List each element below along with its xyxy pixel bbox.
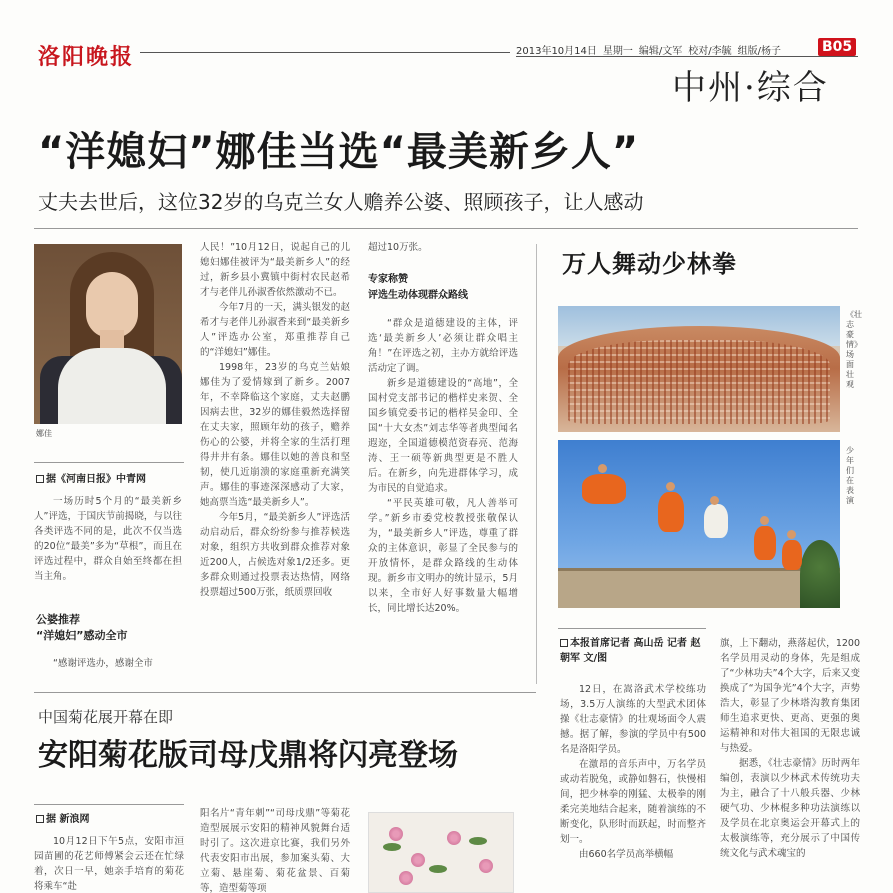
kungfu-col1-text: 12日，在嵩洛武术学校练功场，3.5万人演练的大型武术团体操《壮志豪情》的壮观场面令人震撼。据了解，参演的学员中有500名是洛阳学员。 在激昂的音乐声中，万名学员或动若脱兔，或静如磐石，快慢相间，把少林拳的刚猛、太极拳的刚柔完美地结合起来，随着演练的不断变化，队形时而跃起，时而整齐划一。 由660名学员高举横幅 bbox=[560, 684, 706, 860]
kungfu-photo2-caption: 少年们在表演 bbox=[846, 446, 854, 505]
source-rule bbox=[34, 462, 184, 463]
lead-col3-subheading-2: 评选生动体现群众路线 bbox=[368, 290, 468, 301]
kungfu-jump-photo bbox=[558, 440, 840, 608]
column-divider bbox=[536, 244, 537, 684]
newspaper-logo: 洛阳晚报 bbox=[38, 44, 135, 70]
issue-weekday: 星期一 bbox=[602, 46, 633, 57]
proofreader-label: 校对/李毓 bbox=[688, 46, 732, 57]
kungfu-title: 万人舞动少林拳 bbox=[562, 250, 737, 278]
masthead-meta bbox=[516, 42, 781, 57]
bottom-headline: 安阳菊花版司母戊鼎将闪亮登场 bbox=[38, 738, 458, 773]
lead-divider bbox=[34, 228, 858, 229]
lead-col1-end: “感谢评选办，感谢全市 bbox=[53, 658, 153, 669]
bottom-col2-text: 阳名片“青年刺”“司母戊鼎”等菊花造型展展示安阳的精神风貌舞台适时引了。这次进京比赛，我们另外代表安阳市出展，参加案头菊、大立菊、悬崖菊、菊花盆景、百菊等，造型菊等项 bbox=[200, 808, 350, 893]
lead-source: 据《河南日报》中青网 bbox=[36, 470, 146, 485]
designer-label: 组版/杨子 bbox=[737, 46, 782, 57]
kungfu-reporter: 本报首席记者 高山岳 记者 赵朝军 文/图 bbox=[560, 638, 701, 664]
page-number-badge: B05 bbox=[818, 38, 856, 56]
section-title: 中州·综合 bbox=[672, 68, 829, 108]
lead-col3-top: 超过10万张。 bbox=[368, 242, 428, 253]
bottom-source-rule bbox=[34, 804, 184, 805]
portrait-caption: 娜佳 bbox=[36, 429, 52, 438]
lead-subheading-1: 公婆推荐 bbox=[36, 613, 80, 626]
kungfu-reporter-rule bbox=[558, 628, 706, 629]
lead-subhead: 丈夫去世后，这位32岁的乌克兰女人赡养公婆、照顾孩子，让人感动 bbox=[38, 190, 644, 214]
editor-label: 编辑/文军 bbox=[638, 46, 683, 57]
masthead-rule-right bbox=[516, 56, 858, 57]
bottom-kicker: 中国菊花展开幕在即 bbox=[38, 708, 174, 726]
kungfu-col2-text: 旗，上下翻动，燕落起伏，1200名学员用灵动的身体，先是组成了“少林功夫”4个大字，后来又变换成了“为国争光”4个大字，声势浩大，彰显了少林塔沟教育集团师生追求更快、更高、更强的奥运精神和对伟大祖国的无限忠诚与热爱。 据悉，《壮志豪情》历时两年编创，表演以少林武术传统功夫为主，融合了十八般兵器、少林硬气功、少林棍多种功法演练以及学员在北京奥运会开幕式上的太极演练等，充分展示了中国传统文化与武术魂宝的 bbox=[720, 638, 860, 859]
chrysanthemum-photo bbox=[368, 812, 514, 893]
lead-col2-text: 人民！”10月12日，说起自己的儿媳妇娜佳被评为“最美新乡人”的经过，新乡县小冀镇中街村农民赵希才与老伴儿孙淑香依然激动不已。 今年7月的一天，满头银发的赵希才与老伴儿孙淑香来到“最美新乡人”评选办公室，郑重推荐自己的“洋媳妇”娜佳。 1998年，23岁的乌克兰姑娘娜佳为了爱情嫁到了新乡。2007年，不幸降临这个家庭，丈夫赵鹏因病去世，32岁的娜佳毅然选择留在丈夫家，照顾年幼的孩子，赡养伤心的公婆，并将全家的生活打理得井井有条。娜佳以她的善良和坚韧，使几近崩溃的家庭重新充满笑声。娜佳的事迹深深感动了大家，她高票当选“最美新乡人”。 今年5月，“最美新乡人”评选活动启动后，群众纷纷参与推荐候选对象，组织方共收到群众推荐对象近200人，占候选对象1/2还多。更多群众则通过投票表达热情，网络投票超过500万张，纸质票回收 bbox=[200, 242, 350, 598]
issue-date: 2013年10月14日 bbox=[516, 46, 597, 57]
lead-col3-text: “群众是道德建设的主体，评选‘最美新乡人’必须让群众唱主角！”在评选之初，主办方就给评选活动定了调。 新乡是道德建设的“高地”，全国村党支部书记的楷样史来贺、全国乡镇党委书记的楷样吴金印、全国“十大女杰”刘志华等者典型闻名遐迩，全国道德模范资春亮、范海涛、王一硕等新典型更是不胜人后。在新乡，向先进群体学习，成为市民的自觉追求。 “平民英雄可敬，凡人善举可学。”新乡市委党校教授张敬保认为，“最美新乡人”评选，尊重了群众的主体意识，彰显了全民参与的开放情怀，是群众路线的生动体现。新乡市文明办的统计显示，5月以来，全市好人好事数量大幅增长，同比增长达20%。 bbox=[368, 318, 518, 614]
bottom-source: 据 新浪网 bbox=[36, 810, 89, 825]
kungfu-crowd-photo bbox=[558, 306, 840, 432]
portrait-photo bbox=[34, 244, 182, 424]
bottom-divider bbox=[34, 692, 536, 693]
lead-headline: “洋媳妇”娜佳当选“最美新乡人” bbox=[38, 129, 640, 175]
lead-col1-text: 一场历时5个月的“最美新乡人”评选，于国庆节前揭晓，与以往各类评选不同的是，此次不仅当选的20位“最美”多为“草根”，而且在评选过程中，群众自始至终都在担当主角。 bbox=[34, 496, 182, 582]
lead-subheading-2: “洋媳妇”感动全市 bbox=[36, 629, 128, 642]
lead-col3-subheading-1: 专家称赞 bbox=[368, 274, 408, 285]
bottom-col1-text: 10月12日下午5点，安阳市洹园苗圃的花艺师傅紧会云还在忙绿着，次日一早，她亲手培育的菊花将乘车“赴 bbox=[34, 836, 184, 892]
masthead-rule bbox=[140, 52, 510, 53]
kungfu-photo1-caption: 《壮志豪情》场面壮观 bbox=[846, 310, 862, 389]
